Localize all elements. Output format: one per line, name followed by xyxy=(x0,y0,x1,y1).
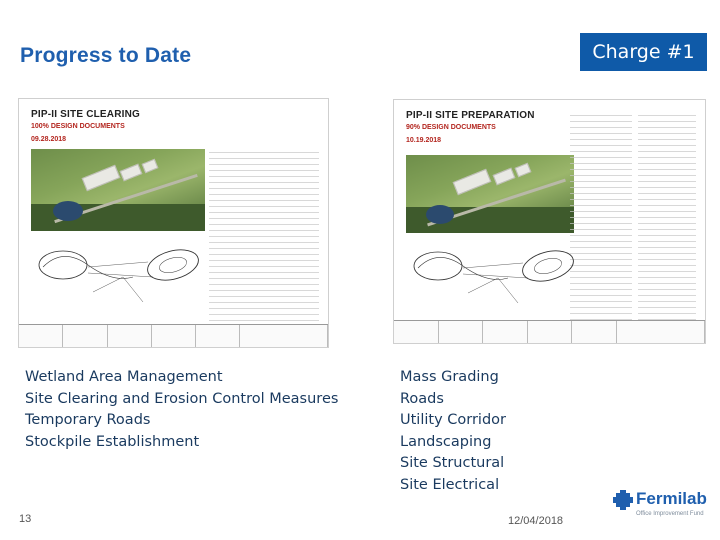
list-item: Wetland Area Management xyxy=(25,369,223,385)
drawing-date: 10.19.2018 xyxy=(406,137,442,144)
fermilab-logo xyxy=(613,489,713,523)
site-preparation-scope-list xyxy=(400,367,506,497)
drawing-date: 09.28.2018 xyxy=(31,136,67,143)
site-clearing-drawing xyxy=(18,98,329,348)
site-plan-sketch xyxy=(408,238,578,318)
charge-badge: Charge #1 xyxy=(580,33,707,71)
logo-tagline: Office Improvement Fund xyxy=(636,511,704,517)
list-item: Landscaping xyxy=(400,433,492,450)
drawing-title-block xyxy=(394,320,705,343)
logo-name: Fermilab xyxy=(636,489,707,508)
list-item: Site Structural xyxy=(400,455,505,472)
drawing-title: PIP-II SITE PREPARATION xyxy=(406,110,535,121)
drawing-subtitle: 100% DESIGN DOCUMENTS xyxy=(31,123,125,130)
drawing-title: PIP-II SITE CLEARING xyxy=(31,109,141,120)
page-number: 13 xyxy=(19,513,32,525)
site-plan-sketch xyxy=(33,237,203,317)
list-item: Mass Grading xyxy=(400,369,499,385)
aerial-rendering xyxy=(406,155,574,233)
aerial-rendering xyxy=(31,149,205,231)
list-item: Roads xyxy=(400,390,444,407)
drawing-notes xyxy=(209,147,319,327)
list-item: Temporary Roads xyxy=(25,412,151,429)
list-item: Utility Corridor xyxy=(400,412,506,429)
list-item: Site Clearing and Erosion Control Measures xyxy=(25,390,339,407)
drawing-title-block xyxy=(19,324,328,347)
drawing-notes xyxy=(638,110,696,323)
list-item: Site Electrical xyxy=(400,476,500,493)
fermilab-logo-icon xyxy=(613,490,633,510)
drawing-notes xyxy=(570,110,632,323)
site-clearing-scope-list xyxy=(25,367,338,453)
slide-title: Progress to Date xyxy=(20,44,192,67)
drawing-subtitle: 90% DESIGN DOCUMENTS xyxy=(406,124,496,131)
site-preparation-drawing xyxy=(393,99,706,344)
list-item: Stockpile Establishment xyxy=(25,433,200,450)
footer-date: 12/04/2018 xyxy=(508,515,564,527)
